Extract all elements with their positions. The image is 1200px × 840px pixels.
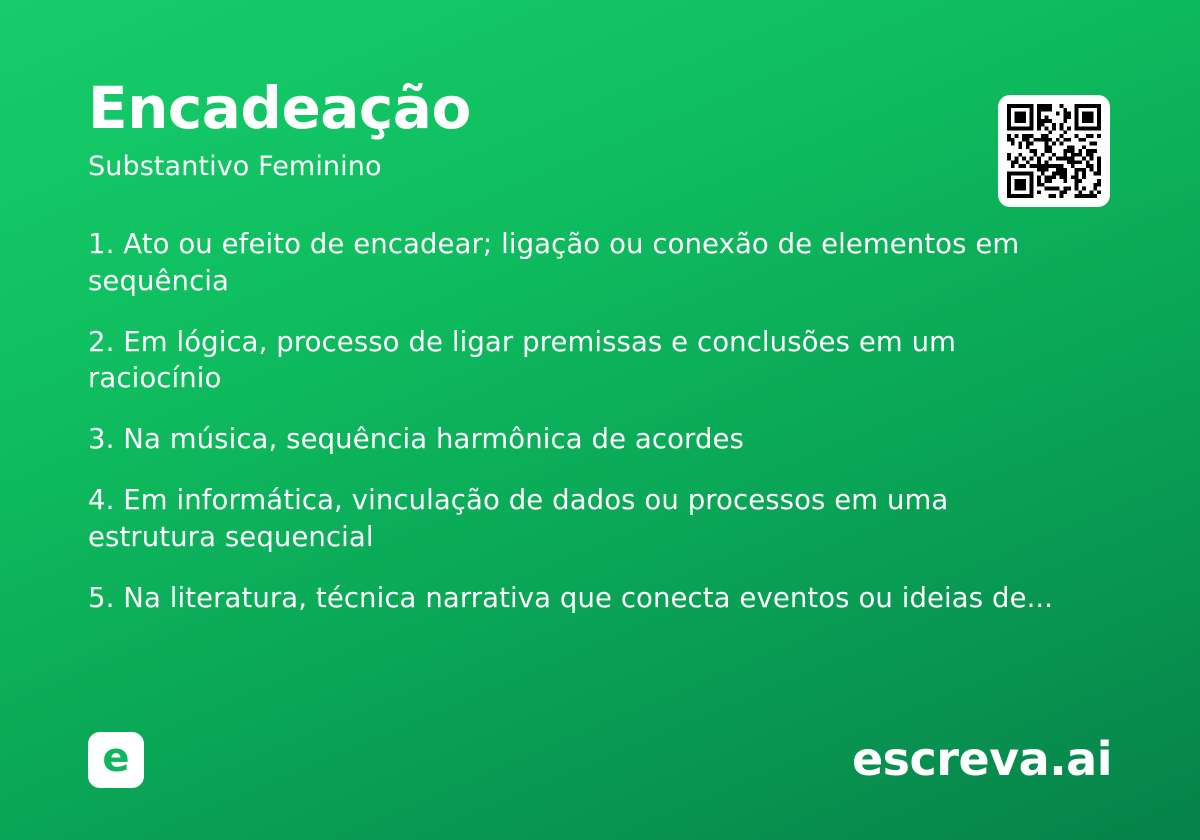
qr-code-icon[interactable]: [998, 95, 1110, 207]
word-class-label: Substantivo Feminino: [88, 150, 382, 182]
brand-wordmark: escreva.ai: [851, 732, 1112, 786]
card-content: [88, 74, 1110, 617]
logo-badge: [88, 732, 144, 788]
page-title: Encadeação: [88, 74, 471, 142]
list-item: 2. Em lógica, processo de ligar premissas e conclusões em um raciocínio: [88, 325, 957, 395]
qr-code-canvas: [1007, 104, 1101, 198]
list-item: 3. Na música, sequência harmônica de acordes: [88, 423, 744, 456]
list-item: 5. Na literatura, técnica narrativa que conecta eventos ou ideias de...: [88, 581, 1054, 614]
logo-letter: e: [102, 735, 130, 781]
card-footer: [88, 732, 1112, 788]
list-item: 1. Ato ou efeito de encadear; ligação ou conexão de elementos em sequência: [88, 227, 1020, 297]
definition-list: [88, 226, 1110, 617]
list-item: 4. Em informática, vinculação de dados ou processos em uma estrutura sequencial: [88, 484, 949, 553]
